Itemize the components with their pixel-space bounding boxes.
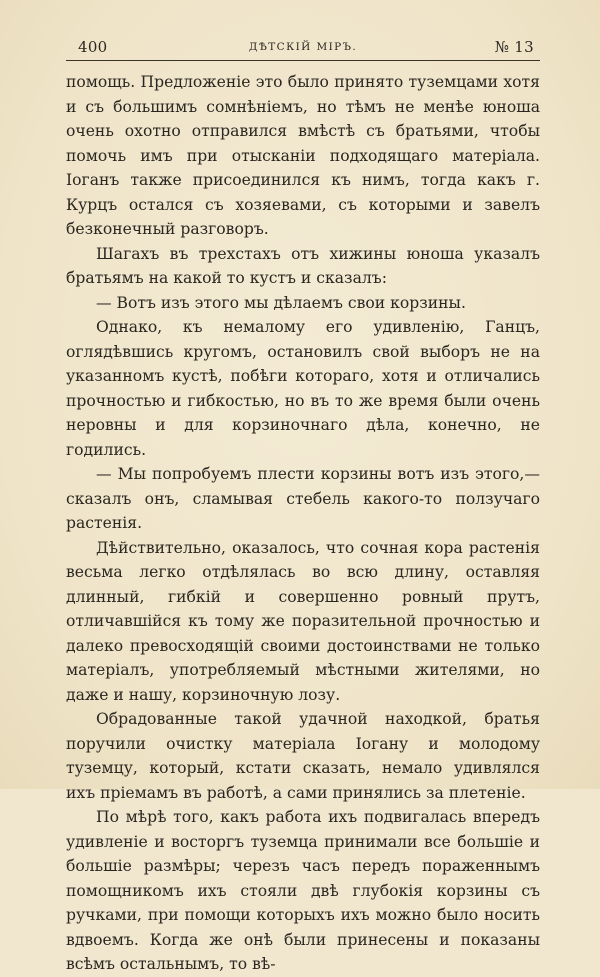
- paragraph: помощь. Предложеніе это было принято туземцами хотя и съ большимъ сомнѣніемъ, но тѣмъ не менѣе юноша очень охотно отправился вмѣстѣ съ братьями, чтобы помочь имъ при отысканіи подходящаго матеріала. Іоганъ также присоединился къ нимъ, тогда какъ г. Курцъ остался съ хозяевами, съ которыми и завелъ безконечный разговоръ.: [66, 73, 540, 238]
- body-text: [66, 70, 540, 977]
- issue-number: № 13: [494, 38, 534, 56]
- page-number: 400: [78, 38, 108, 56]
- paragraph: Дѣйствительно, оказалось, что сочная кора растенія весьма легко отдѣлялась во всю длину, оставляя длинный, гибкій и совершенно ровный прутъ, отличавшійся къ тому же поразительной прочностью и далеко превосходящій своими достоинствами не только матеріалъ, употребляемый мѣстными жителями, но даже и нашу, корзиночную лозу.: [66, 538, 540, 704]
- paragraph: Шагахъ въ трехстахъ отъ хижины юноша указалъ братьямъ на какой то кустъ и сказалъ:: [66, 244, 540, 287]
- paragraph: Однако, къ немалому его удивленію, Ганцъ, оглядѣвшись кругомъ, остановилъ свой выборъ не на указанномъ кустѣ, побѣги котораго, хотя и отличались прочностью и гибкостью, но въ то же время были очень неровны и для корзиночнаго дѣла, конечно, не годились.: [66, 318, 540, 459]
- paragraph: Обрадованные такой удачной находкой, братья поручили очистку матеріала Іогану и молодому туземцу, который, кстати сказать, немало удивлялся ихъ пріемамъ въ работѣ, а сами принялись за плетеніе.: [66, 710, 540, 802]
- running-title: ДѢТСКІЙ МІРЪ.: [248, 41, 358, 53]
- paragraph: По мѣрѣ того, какъ работа ихъ подвигалась впередъ удивленіе и восторгъ туземца принимали все большіе и большіе размѣры; черезъ часъ передъ пораженнымъ помощникомъ ихъ стояли двѣ глубокія корзины съ ручками, при помощи которыхъ ихъ можно было носить вдвоемъ. Когда же онѣ были принесены и показаны всѣмъ остальнымъ, то вѣ-: [66, 808, 540, 973]
- page-header: [66, 36, 540, 61]
- paragraph: — Вотъ изъ этого мы дѣлаемъ свои корзины.: [96, 293, 466, 312]
- paragraph: — Мы попробуемъ плести корзины вотъ изъ этого,— сказалъ онъ, сламывая стебель какого-то ползучаго растенія.: [66, 465, 540, 532]
